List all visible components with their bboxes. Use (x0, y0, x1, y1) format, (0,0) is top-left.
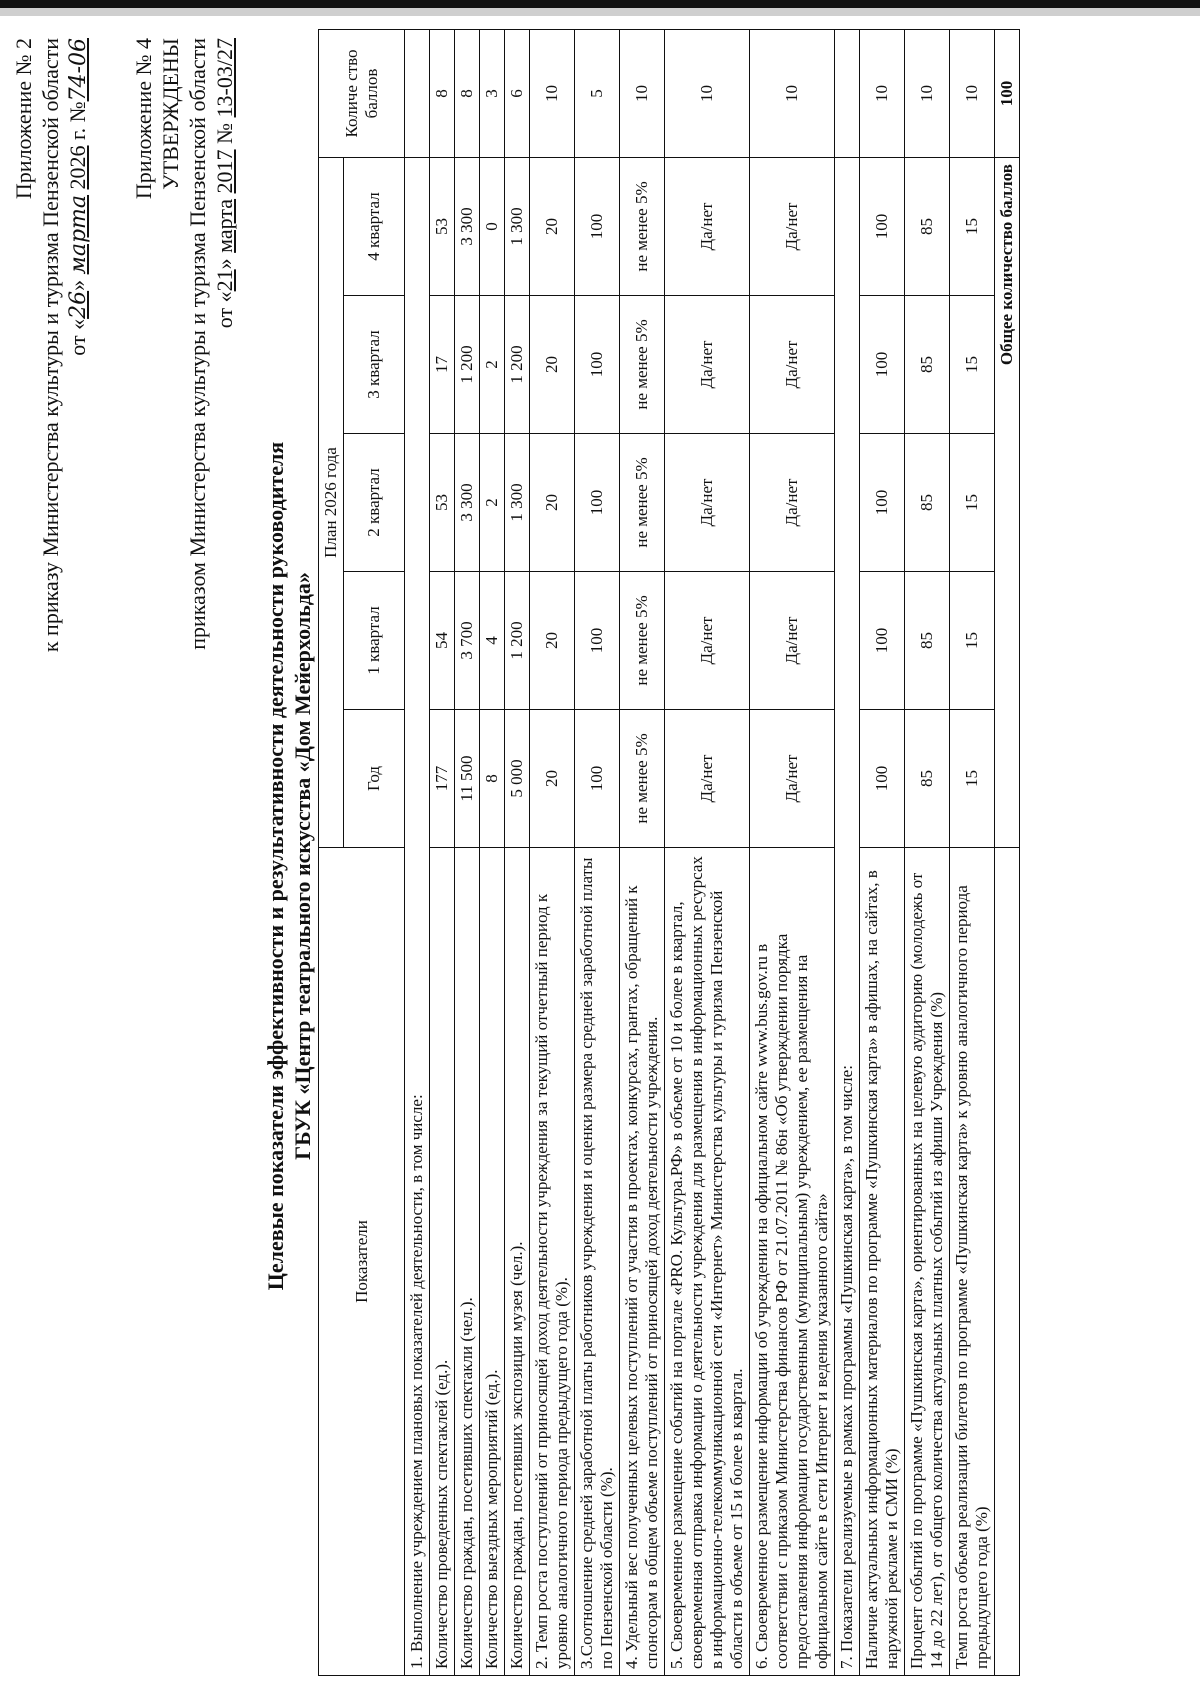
cell-q1: 100 (575, 572, 620, 710)
cell-year: Да/нет (750, 710, 835, 848)
cell-year: 11 500 (455, 710, 480, 848)
cell-q3: 17 (430, 296, 455, 434)
handwritten-day: 26 (66, 290, 91, 319)
appendix-2-title: Приложение № 2 (11, 38, 36, 200)
cell-points: 10 (665, 30, 750, 158)
row-label: 5. Своевременное размещение событий на портале «PRO. Культура.РФ» в объеме от 10 и более в квартал, своевременная отправка информации о деятельности учреждения для размещения в информационных ресурсах в информационно-телекоммуникационной сети «Интернет» Министерства культуры и туризма Пензенской области в объеме от 15 и более в квартал. (665, 848, 750, 1676)
cell-points: 10 (950, 30, 995, 158)
appendix-4-header (130, 38, 238, 650)
cell-q2: 3 300 (455, 434, 480, 572)
cell-year: 5 000 (505, 710, 530, 848)
handwritten-number: 74-06 (66, 38, 91, 102)
cell-points: 10 (530, 30, 575, 158)
cell-q4: 20 (530, 158, 575, 296)
cell-q1: 100 (860, 572, 905, 710)
scan-border (0, 0, 1200, 8)
appendix-4-title: Приложение № 4 (131, 38, 156, 200)
row-label: 6. Своевременное размещение информации об учреждении на официальном сайте www.bus.gov.ru в соответствии с приказом Министерства финансов РФ от 21.07.2011 № 86н «Об утверждении порядка предоставления информации государственным (муниципальным) учреждением, ее размещения на официальном сайте в сети Интернет и ведения указанного сайта» (750, 848, 835, 1676)
row-label: 2. Темп роста поступлений от приносящей доход деятельности учреждения за текущий отчетный период к уровню аналогичного периода предыдущего года (%). (530, 848, 575, 1676)
cell-q2: 1 300 (505, 434, 530, 572)
cell-q2: 20 (530, 434, 575, 572)
cell-q2: Да/нет (665, 434, 750, 572)
cell-points: 8 (430, 30, 455, 158)
cell-year: 8 (480, 710, 505, 848)
cell-year: 177 (430, 710, 455, 848)
cell-q4: Да/нет (665, 158, 750, 296)
cell-q3: Да/нет (665, 296, 750, 434)
header-year: Год (344, 710, 405, 848)
cell-q2: 2 (480, 434, 505, 572)
row-label: 4. Удельный вес полученных целевых поступлений от участия в проектах, конкурсах, грантах, обращений к спонсорам в общем объеме поступлений от приносящей доход деятельности учреждения. (620, 848, 665, 1676)
table-row (860, 30, 905, 1676)
cell-q1: 3 700 (455, 572, 480, 710)
cell-year: 100 (575, 710, 620, 848)
cell-points: 10 (905, 30, 950, 158)
cell-points: 5 (575, 30, 620, 158)
header-q3: 3 квартал (344, 296, 405, 434)
cell-q3: 20 (530, 296, 575, 434)
cell-q3: 1 200 (505, 296, 530, 434)
handwritten-month: марта (66, 194, 91, 275)
document-title: Целевые показатели эффективности и результативности деятельности руководителя (263, 441, 288, 1291)
cell-points: 10 (620, 30, 665, 158)
header-indicators: Показатели (319, 848, 405, 1676)
row-label: Количество проведенных спектаклей (ед.). (430, 848, 455, 1676)
table-row (455, 30, 480, 1676)
row-label: Темп роста объема реализации билетов по программе «Пушкинская карта» к уровню аналогичного периода предыдущего года (%) (950, 848, 995, 1676)
cell-points: 10 (860, 30, 905, 158)
cell-q2: 15 (950, 434, 995, 572)
appendix-4-date-line: от «21» марта 2017 № 13-03/27 (212, 38, 237, 329)
cell-q2: 100 (860, 434, 905, 572)
table-row (665, 30, 750, 1676)
cell-q3: не менее 5% (620, 296, 665, 434)
cell-q3: 2 (480, 296, 505, 434)
total-value: 100 (995, 30, 1020, 158)
cell-q4: не менее 5% (620, 158, 665, 296)
cell-points: 8 (455, 30, 480, 158)
cell-q2: 100 (575, 434, 620, 572)
cell-points: 6 (505, 30, 530, 158)
cell-year: 100 (860, 710, 905, 848)
cell-q4: 100 (860, 158, 905, 296)
cell-q4: 3 300 (455, 158, 480, 296)
cell-q2: Да/нет (750, 434, 835, 572)
table-row (950, 30, 995, 1676)
cell-q1: 54 (430, 572, 455, 710)
cell-q4: 0 (480, 158, 505, 296)
cell-points: 10 (750, 30, 835, 158)
cell-q4: 85 (905, 158, 950, 296)
cell-q1: Да/нет (665, 572, 750, 710)
cell-q2: не менее 5% (620, 434, 665, 572)
header-q4: 4 квартал (344, 158, 405, 296)
header-plan: План 2026 года (319, 158, 344, 848)
cell-q4: 100 (575, 158, 620, 296)
table-row (575, 30, 620, 1676)
cell-points: 3 (480, 30, 505, 158)
cell-q3: 100 (860, 296, 905, 434)
cell-year: Да/нет (665, 710, 750, 848)
cell-q1: 15 (950, 572, 995, 710)
header-points: Количе ство баллов (319, 30, 405, 158)
cell-q4: 1 300 (505, 158, 530, 296)
indicators-table (318, 29, 1020, 1676)
approved-stamp-text: УТВЕРЖДЕНЫ (158, 38, 183, 190)
cell-year: 85 (905, 710, 950, 848)
section-1-label: 1. Выполнение учреждением плановых показателей деятельности, в том числе: (405, 158, 430, 1676)
section-7-label: 7. Показатели реализуемые в рамках программы «Пушкинская карта», в том числе: (835, 158, 860, 1676)
cell-q1: не менее 5% (620, 572, 665, 710)
row-label: Количество граждан, посетивших спектакли (чел.). (455, 848, 480, 1676)
cell-q4: 53 (430, 158, 455, 296)
appendix-2-header (10, 38, 92, 652)
cell-q2: 85 (905, 434, 950, 572)
cell-q3: Да/нет (750, 296, 835, 434)
table-header-row (319, 30, 344, 1676)
table-row (480, 30, 505, 1676)
total-label: Общее количество баллов (995, 158, 1020, 848)
cell-q3: 1 200 (455, 296, 480, 434)
header-q2: 2 квартал (344, 434, 405, 572)
cell-q1: 85 (905, 572, 950, 710)
row-label: 3.Соотношение средней заработной платы работников учреждения и оценки размера средней заработной платы по Пензенской области (%). (575, 848, 620, 1676)
table-row (530, 30, 575, 1676)
section-row (835, 30, 860, 1676)
cell-q1: Да/нет (750, 572, 835, 710)
total-row (995, 30, 1020, 1676)
cell-q4: Да/нет (750, 158, 835, 296)
cell-year: 15 (950, 710, 995, 848)
cell-q3: 100 (575, 296, 620, 434)
cell-q1: 20 (530, 572, 575, 710)
cell-q3: 85 (905, 296, 950, 434)
header-q1: 1 квартал (344, 572, 405, 710)
cell-q4: 15 (950, 158, 995, 296)
cell-q1: 4 (480, 572, 505, 710)
cell-q2: 53 (430, 434, 455, 572)
appendix-4-order-line: приказом Министерства культуры и туризма Пензенской области (185, 38, 210, 650)
cell-q3: 15 (950, 296, 995, 434)
table-row (505, 30, 530, 1676)
row-label: Количество граждан, посетивших экспозиции музея (чел.). (505, 848, 530, 1676)
section-row (405, 30, 430, 1676)
cell-year: не менее 5% (620, 710, 665, 848)
row-label: Процент событий по программе «Пушкинская карта», ориентированных на целевую аудиторию (молодежь от 14 до 22 лет), от общего количества актуальных платных событий из афиши Учреждения (%) (905, 848, 950, 1676)
cell-q1: 1 200 (505, 572, 530, 710)
row-label: Количество выездных мероприятий (ед.). (480, 848, 505, 1676)
table-row (905, 30, 950, 1676)
appendix-2-order-line: к приказу Министерства культуры и туризма Пензенской области (38, 38, 63, 653)
institution-name: ГБУК «Центр театрального искусства «Дом Мейерхольда» (290, 572, 315, 1160)
row-label: Наличие актуальных информационных материалов по программе «Пушкинская карта» в афишах, на сайтах, в наружной рекламе и СМИ (%) (860, 848, 905, 1676)
table-row (430, 30, 455, 1676)
table-row (750, 30, 835, 1676)
cell-year: 20 (530, 710, 575, 848)
table-row (620, 30, 665, 1676)
appendix-2-date-line: от «26» марта 2026 г. №74-06 (65, 38, 91, 356)
